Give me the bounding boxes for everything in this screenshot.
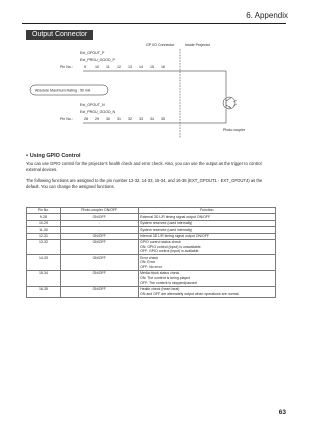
table-row: [27, 286, 276, 297]
table-row: [27, 239, 276, 255]
function-line: Health check (heart beat): [140, 286, 180, 291]
function-line: System reserved (used internally): [140, 221, 193, 226]
onoff-cell: -: [60, 227, 138, 233]
pin-number: 32: [128, 117, 132, 121]
function-line: OFF: The content is stopped/paused: [140, 280, 197, 285]
function-cell: [138, 271, 275, 287]
pin-number-cell: 12-31: [27, 233, 61, 239]
bullet-icon: •: [26, 153, 28, 159]
gpio-connector-label: GP I/O Connector: [146, 43, 175, 47]
pin-label-bottom: Pin No.:: [60, 117, 73, 121]
photo-coupler-icon: [223, 97, 237, 109]
page-header: [0, 0, 300, 28]
pin-number-cell: 13-32: [27, 239, 61, 255]
pin-number: 16: [161, 65, 165, 69]
pin-number: 13: [128, 65, 132, 69]
using-gpio-heading-text: Using GPIO Control: [29, 153, 81, 159]
absolute-max-label: Absolute Maximum Rating : 50 mA: [35, 88, 91, 93]
function-line: OFF: GPIO control (input) is available.: [140, 249, 200, 254]
pin-number: 35: [161, 117, 165, 121]
pin-number-cell: 10-29: [27, 220, 61, 226]
function-line: ON: Error: [140, 260, 156, 265]
onoff-cell: ON/OFF: [60, 233, 138, 239]
photo-coupler-label: Photo coupler: [223, 128, 246, 132]
pin-number: 28: [84, 117, 88, 121]
function-line: Error check: [140, 255, 159, 260]
onoff-cell: ON/OFF: [60, 271, 138, 287]
ext-prgu-good-n-label: Ext_PRGU_GOOD_N: [80, 110, 116, 114]
pin-numbers-bottom: [84, 117, 165, 121]
function-line: Internal 3D L/R timing signal output ON/OFF: [140, 233, 209, 238]
onoff-cell: ON/OFF: [60, 239, 138, 255]
column-header-function: Function: [138, 208, 275, 214]
function-line: ON and OFF are alternately output when operations are normal.: [140, 291, 240, 296]
function-cell: [138, 286, 275, 297]
output-connector-diagram: [28, 40, 278, 142]
chapter-title: 6. Appendix: [246, 11, 288, 20]
gpio-output-table: [26, 207, 276, 298]
function-line: GPIO control status check: [140, 240, 181, 245]
function-line: ON: The content is being played: [140, 275, 191, 280]
pin-number-cell: 14-33: [27, 255, 61, 271]
using-gpio-paragraph-2: The following functions are assigned to the pin number 12-32, 14-33, 15-34, and 16-35 (EXT_GPOUT1 - EXT_GPOUT4) as the default. You can change the assigned functions.: [26, 178, 263, 189]
pin-number: 11: [106, 65, 110, 69]
onoff-cell: ON/OFF: [60, 255, 138, 271]
pin-number: 31: [117, 117, 121, 121]
pin-numbers-top: [84, 65, 165, 69]
column-header-pin: Pin No.: [27, 208, 61, 214]
pin-number: 33: [139, 117, 143, 121]
function-line: ON: GPIO control (input) is unavailable.: [140, 244, 202, 249]
ext-prgu-good-p-label: Ext_PRGU_GOOD_P: [80, 58, 115, 62]
pin-number-cell: 11-30: [27, 227, 61, 233]
header-divider: [22, 23, 286, 24]
pin-number: 15: [150, 65, 154, 69]
page-number: 63: [278, 409, 286, 416]
function-line: OFF: No error: [140, 265, 162, 270]
ext-gpout-p-label: Ext_GPOUT_P: [80, 51, 105, 55]
onoff-cell: ON/OFF: [60, 214, 138, 220]
pin-number: 12: [117, 65, 121, 69]
function-line: Media block status check: [140, 271, 180, 276]
section-title: Output Connector: [26, 30, 93, 40]
table-row: [27, 255, 276, 271]
pin-label-top: Pin No.:: [60, 65, 73, 69]
onoff-cell: -: [60, 220, 138, 226]
inside-projector-label: Inside Projector: [185, 43, 210, 47]
pin-number: 10: [95, 65, 99, 69]
using-gpio-paragraph-1: You can use GPIO control for the projector's health check and error check. Also, you can use the output as the trigger to control external devices.: [26, 161, 262, 172]
using-gpio-heading: [26, 153, 81, 159]
column-header-onoff: Photo-coupler ON/OFF: [60, 208, 138, 214]
table-row: [27, 271, 276, 287]
pin-number: 29: [95, 117, 99, 121]
function-line: System reserved (used internally): [140, 227, 193, 232]
function-cell: [138, 239, 275, 255]
pin-number: 30: [106, 117, 110, 121]
pin-number-cell: 15-34: [27, 271, 61, 287]
pin-number-cell: 16-35: [27, 286, 61, 297]
function-cell: [138, 255, 275, 271]
pin-number: 14: [139, 65, 143, 69]
pin-number: 34: [150, 117, 154, 121]
function-line: External 3D L/R timing signal output ON/OFF: [140, 214, 211, 219]
pin-number-cell: 9-28: [27, 214, 61, 220]
ext-gpout-n-label: Ext_GPOUT_N: [80, 103, 105, 107]
onoff-cell: ON/OFF: [60, 286, 138, 297]
pin-number: 9: [84, 65, 86, 69]
